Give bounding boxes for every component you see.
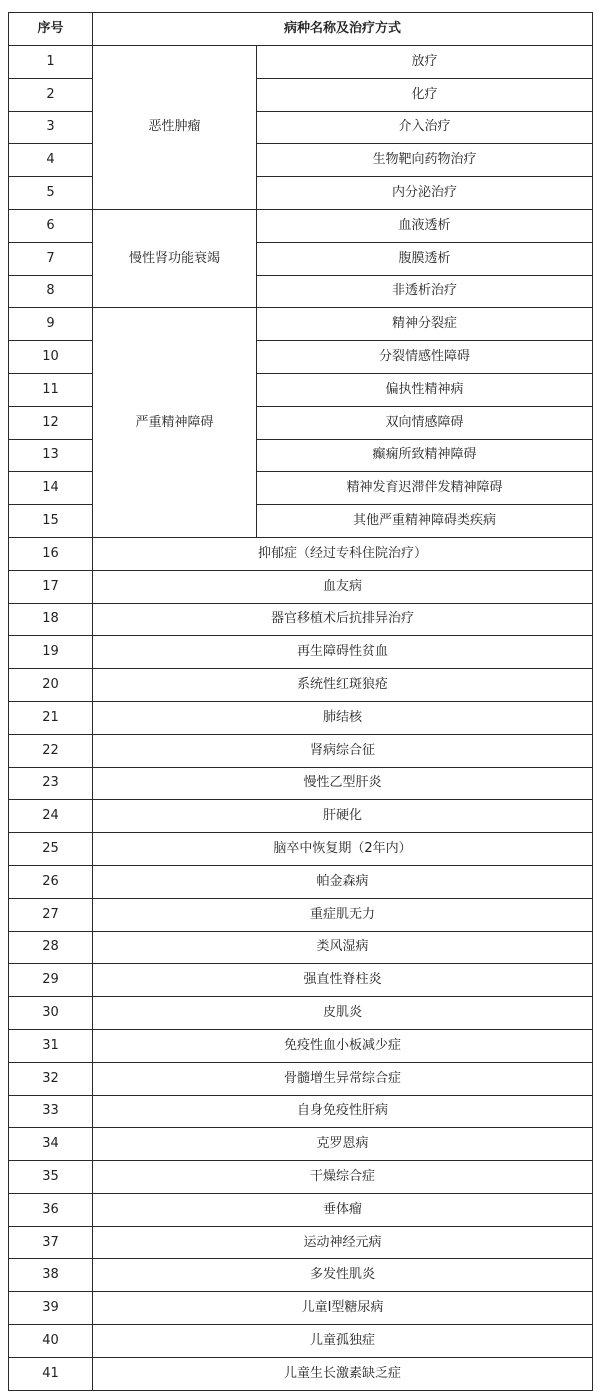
row-number: 36 [9, 1193, 93, 1226]
table-row [9, 1095, 593, 1128]
row-number: 29 [9, 964, 93, 997]
table-row [9, 1029, 593, 1062]
row-number: 4 [9, 144, 93, 177]
treatment-cell: 偏执性精神病 [257, 373, 593, 406]
disease-name-cell: 儿童生长激素缺乏症 [93, 1357, 593, 1390]
header-name: 病种名称及治疗方式 [93, 13, 593, 46]
row-number: 28 [9, 931, 93, 964]
treatment-cell: 精神发育迟滞伴发精神障碍 [257, 472, 593, 505]
treatment-cell: 介入治疗 [257, 111, 593, 144]
row-number: 1 [9, 46, 93, 79]
row-number: 9 [9, 308, 93, 341]
disease-name-cell: 儿童Ⅰ型糖尿病 [93, 1292, 593, 1325]
disease-name-cell: 重症肌无力 [93, 898, 593, 931]
table-row [9, 865, 593, 898]
category-cell: 慢性肾功能衰竭 [93, 209, 257, 307]
header-no: 序号 [9, 13, 93, 46]
category-cell: 严重精神障碍 [93, 308, 257, 538]
row-number: 19 [9, 636, 93, 669]
disease-name-cell: 克罗恩病 [93, 1128, 593, 1161]
treatment-cell: 放疗 [257, 46, 593, 79]
row-number: 10 [9, 341, 93, 374]
table-row [9, 1292, 593, 1325]
row-number: 20 [9, 669, 93, 702]
table-row [9, 1062, 593, 1095]
row-number: 32 [9, 1062, 93, 1095]
row-number: 39 [9, 1292, 93, 1325]
row-number: 3 [9, 111, 93, 144]
table-row [9, 964, 593, 997]
row-number: 2 [9, 78, 93, 111]
disease-name-cell: 运动神经元病 [93, 1226, 593, 1259]
table-row [9, 46, 593, 79]
table-row [9, 570, 593, 603]
table-header-row [9, 13, 593, 46]
treatment-cell: 生物靶向药物治疗 [257, 144, 593, 177]
table-row [9, 1193, 593, 1226]
disease-name-cell: 系统性红斑狼疮 [93, 669, 593, 702]
table-row [9, 767, 593, 800]
table-row [9, 1325, 593, 1358]
row-number: 34 [9, 1128, 93, 1161]
row-number: 37 [9, 1226, 93, 1259]
treatment-cell: 血液透析 [257, 209, 593, 242]
treatment-cell: 内分泌治疗 [257, 177, 593, 210]
table-row [9, 537, 593, 570]
treatment-cell: 腹膜透析 [257, 242, 593, 275]
row-number: 6 [9, 209, 93, 242]
disease-name-cell: 骨髓增生异常综合症 [93, 1062, 593, 1095]
disease-name-cell: 脑卒中恢复期（2年内） [93, 833, 593, 866]
row-number: 35 [9, 1161, 93, 1194]
treatment-cell: 双向情感障碍 [257, 406, 593, 439]
disease-name-cell: 血友病 [93, 570, 593, 603]
table-row [9, 1259, 593, 1292]
table-row [9, 800, 593, 833]
table-row [9, 636, 593, 669]
disease-name-cell: 帕金森病 [93, 865, 593, 898]
table-row [9, 898, 593, 931]
row-number: 25 [9, 833, 93, 866]
table-row [9, 1128, 593, 1161]
row-number: 15 [9, 505, 93, 538]
disease-name-cell: 肺结核 [93, 701, 593, 734]
row-number: 23 [9, 767, 93, 800]
table-row [9, 833, 593, 866]
table-row [9, 209, 593, 242]
row-number: 18 [9, 603, 93, 636]
row-number: 27 [9, 898, 93, 931]
row-number: 7 [9, 242, 93, 275]
treatment-cell: 精神分裂症 [257, 308, 593, 341]
disease-name-cell: 抑郁症（经过专科住院治疗） [93, 537, 593, 570]
disease-name-cell: 类风湿病 [93, 931, 593, 964]
disease-name-cell: 肝硬化 [93, 800, 593, 833]
treatment-cell: 其他严重精神障碍类疾病 [257, 505, 593, 538]
table-row [9, 603, 593, 636]
disease-name-cell: 再生障碍性贫血 [93, 636, 593, 669]
disease-name-cell: 皮肌炎 [93, 997, 593, 1030]
row-number: 31 [9, 1029, 93, 1062]
row-number: 13 [9, 439, 93, 472]
disease-name-cell: 肾病综合征 [93, 734, 593, 767]
disease-name-cell: 儿童孤独症 [93, 1325, 593, 1358]
row-number: 17 [9, 570, 93, 603]
row-number: 16 [9, 537, 93, 570]
treatment-cell: 非透析治疗 [257, 275, 593, 308]
row-number: 21 [9, 701, 93, 734]
row-number: 8 [9, 275, 93, 308]
row-number: 24 [9, 800, 93, 833]
row-number: 5 [9, 177, 93, 210]
row-number: 11 [9, 373, 93, 406]
table-row [9, 669, 593, 702]
table-row [9, 1357, 593, 1390]
treatment-cell: 分裂情感性障碍 [257, 341, 593, 374]
table-row [9, 734, 593, 767]
row-number: 12 [9, 406, 93, 439]
disease-name-cell: 慢性乙型肝炎 [93, 767, 593, 800]
disease-table [8, 12, 593, 1391]
table-row [9, 931, 593, 964]
table-row [9, 701, 593, 734]
row-number: 33 [9, 1095, 93, 1128]
row-number: 41 [9, 1357, 93, 1390]
disease-name-cell: 器官移植术后抗排异治疗 [93, 603, 593, 636]
table-row [9, 308, 593, 341]
category-cell: 恶性肿瘤 [93, 46, 257, 210]
row-number: 40 [9, 1325, 93, 1358]
disease-name-cell: 自身免疫性肝病 [93, 1095, 593, 1128]
disease-name-cell: 干燥综合症 [93, 1161, 593, 1194]
row-number: 14 [9, 472, 93, 505]
treatment-cell: 化疗 [257, 78, 593, 111]
disease-name-cell: 免疫性血小板减少症 [93, 1029, 593, 1062]
table-row [9, 1226, 593, 1259]
row-number: 26 [9, 865, 93, 898]
disease-name-cell: 垂体瘤 [93, 1193, 593, 1226]
table-row [9, 997, 593, 1030]
row-number: 30 [9, 997, 93, 1030]
row-number: 38 [9, 1259, 93, 1292]
row-number: 22 [9, 734, 93, 767]
disease-name-cell: 多发性肌炎 [93, 1259, 593, 1292]
disease-name-cell: 强直性脊柱炎 [93, 964, 593, 997]
table-body [9, 46, 593, 1391]
table-row [9, 1161, 593, 1194]
treatment-cell: 癫痫所致精神障碍 [257, 439, 593, 472]
